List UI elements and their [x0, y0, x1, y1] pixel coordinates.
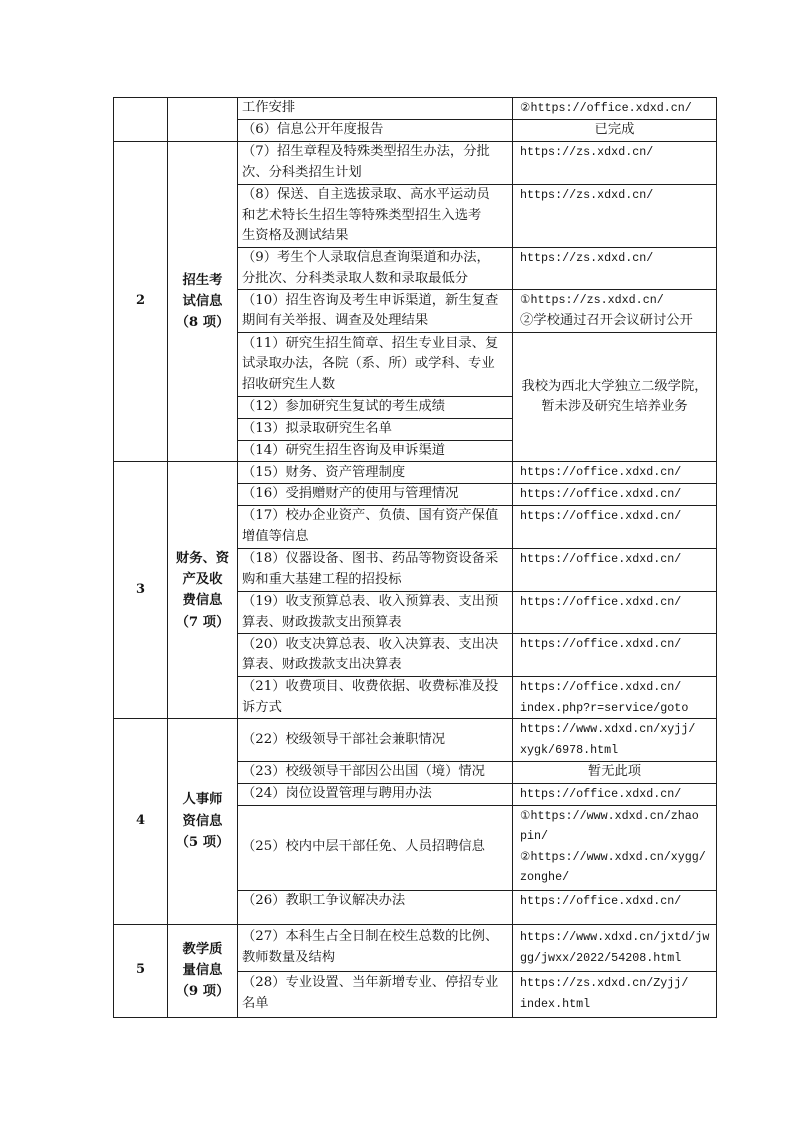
section-number: 3 — [114, 462, 168, 719]
item-link: https://www.xdxd.cn/jxtd/jw gg/jwxx/2022/54208.html — [513, 924, 717, 971]
item-info — [513, 290, 717, 333]
disclosure-table — [113, 97, 717, 1018]
item-text: （16）受捐赠财产的使用与管理情况 — [238, 484, 513, 506]
item-text: （14）研究生招生咨询及申诉渠道 — [238, 440, 513, 462]
item-status: 已完成 — [513, 120, 717, 142]
item-link: https://office.xdxd.cn/ — [513, 783, 717, 805]
section-number: 2 — [114, 142, 168, 462]
section-category-cell — [168, 98, 238, 142]
item-text: （18）仪器设备、图书、药品等物资设备采 购和重大基建工程的招投标 — [238, 548, 513, 591]
item-link: https://zs.xdxd.cn/Zyjj/ index.html — [513, 971, 717, 1017]
item-link: ①https://www.xdxd.cn/zhao pin/ ②https://www.xdxd.cn/xygg/ zonghe/ — [513, 805, 717, 890]
item-link: https://www.xdxd.cn/xyjj/ xygk/6978.html — [513, 719, 717, 762]
item-link: https://office.xdxd.cn/ — [513, 548, 717, 591]
table-row — [114, 98, 717, 120]
item-text: （15）财务、资产管理制度 — [238, 462, 513, 484]
item-text: （24）岗位设置管理与聘用办法 — [238, 783, 513, 805]
table-row — [114, 142, 717, 185]
item-text: （8）保送、自主选拔录取、高水平运动员 和艺术特长生招生等特殊类型招生入选考 生资格及测试结果 — [238, 185, 513, 248]
item-link: ①https://zs.xdxd.cn/ — [520, 293, 664, 308]
item-text: （20）收支决算总表、收入决算表、支出决 算表、财政拨款支出决算表 — [238, 634, 513, 677]
item-text: （27）本科生占全日制在校生总数的比例、 教师数量及结构 — [238, 924, 513, 971]
section-category: 人事师 资信息 （5 项） — [168, 719, 238, 924]
table-row — [114, 924, 717, 971]
section-number: 4 — [114, 719, 168, 924]
item-text: （10）招生咨询及考生申诉渠道，新生复查 期间有关举报、调查及处理结果 — [238, 290, 513, 333]
item-link: https://office.xdxd.cn/ — [513, 591, 717, 633]
item-text: （23）校级领导干部因公出国（境）情况 — [238, 762, 513, 784]
section-number: 5 — [114, 924, 168, 1017]
item-text: （9）考生个人录取信息查询渠道和办法， 分批次、分科类录取人数和录取最低分 — [238, 248, 513, 290]
section-category: 财务、资 产及收 费信息 （7 项） — [168, 462, 238, 719]
section-category: 招生考 试信息 （8 项） — [168, 142, 238, 462]
item-text: （22）校级领导干部社会兼职情况 — [238, 719, 513, 762]
item-text: （19）收支预算总表、收入预算表、支出预 算表、财政拨款支出预算表 — [238, 591, 513, 633]
item-link: https://office.xdxd.cn/ — [513, 634, 717, 677]
item-text: （28）专业设置、当年新增专业、停招专业 名单 — [238, 971, 513, 1017]
item-link: https://office.xdxd.cn/ — [513, 462, 717, 484]
item-text: （12）参加研究生复试的考生成绩 — [238, 397, 513, 419]
item-link: ②https://office.xdxd.cn/ — [513, 98, 717, 120]
item-text: （21）收费项目、收费依据、收费标准及投 诉方式 — [238, 677, 513, 719]
item-link: https://office.xdxd.cn/ — [513, 505, 717, 548]
item-status: 暂无此项 — [513, 762, 717, 784]
section-number-cell — [114, 98, 168, 142]
item-link: https://zs.xdxd.cn/ — [513, 248, 717, 290]
table-row — [114, 462, 717, 484]
item-note: ②学校通过召开会议研讨公开 — [520, 312, 693, 328]
item-link: https://office.xdxd.cn/ — [513, 484, 717, 506]
item-text: 工作安排 — [238, 98, 513, 120]
item-text: （17）校办企业资产、负债、国有资产保值 增值等信息 — [238, 505, 513, 548]
item-text: （7）招生章程及特殊类型招生办法，分批 次、分科类招生计划 — [238, 142, 513, 185]
item-text: （6）信息公开年度报告 — [238, 120, 513, 142]
item-link: https://zs.xdxd.cn/ — [513, 142, 717, 185]
item-text: （11）研究生招生简章、招生专业目录、复 试录取办法，各院（系、所）或学科、专业 招收研究生人数 — [238, 333, 513, 397]
item-text: （25）校内中层干部任免、人员招聘信息 — [238, 805, 513, 890]
item-link: https://zs.xdxd.cn/ — [513, 185, 717, 248]
table-row — [114, 719, 717, 762]
item-link: https://office.xdxd.cn/ index.php?r=service/goto — [513, 677, 717, 719]
item-link: https://office.xdxd.cn/ — [513, 890, 717, 924]
item-text: （26）教职工争议解决办法 — [238, 890, 513, 924]
item-text: （13）拟录取研究生名单 — [238, 419, 513, 441]
section-category: 教学质 量信息 （9 项） — [168, 924, 238, 1017]
graduate-note: 我校为西北大学独立二级学院， 暂未涉及研究生培养业务 — [513, 333, 717, 462]
